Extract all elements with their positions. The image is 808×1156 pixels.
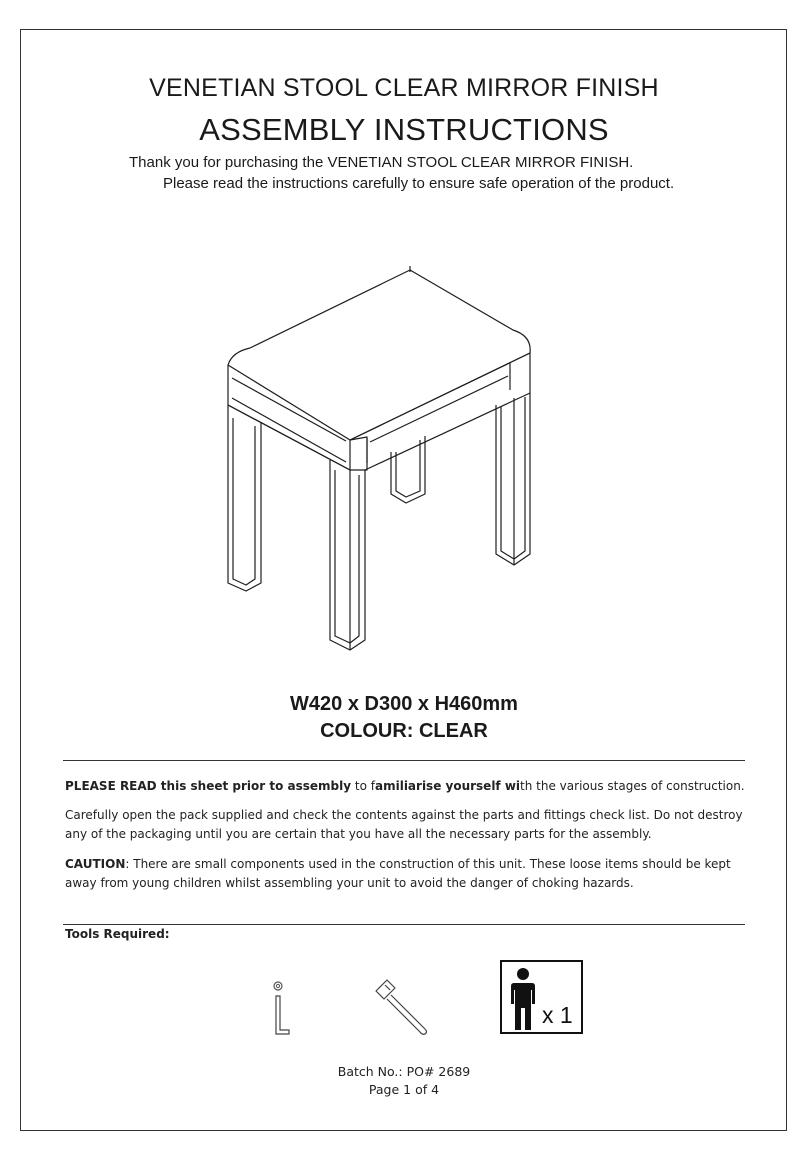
read-notice-bold: PLEASE READ this sheet prior to assembly	[65, 779, 352, 793]
page-number: Page 1 of 4	[368, 1082, 440, 1097]
colour: COLOUR: CLEAR	[320, 720, 488, 742]
person-count: x 1	[542, 1002, 573, 1028]
read-instructions-line: Please read the instructions carefully to ensure safe operation of the product.	[163, 175, 675, 192]
read-notice-bold-b: amiliarise yourself wi	[374, 779, 521, 793]
dimensions: W420 x D300 x H460mm	[290, 693, 518, 715]
caution-notice	[65, 855, 745, 893]
divider	[63, 760, 745, 761]
document-title: ASSEMBLY INSTRUCTIONS	[199, 112, 609, 147]
thanks-line: Thank you for purchasing the VENETIAN STOOL CLEAR MIRROR FINISH.	[129, 154, 634, 171]
person-icon	[508, 966, 538, 1032]
product-title: VENETIAN STOOL CLEAR MIRROR FINISH	[149, 74, 659, 102]
read-notice	[65, 777, 745, 796]
person-count-box	[500, 960, 583, 1034]
caution-label: CAUTION	[65, 857, 126, 871]
hammer-icon	[370, 974, 436, 1036]
caution-text: : There are small components used in the construction of this unit. These loose items should be kept away from young children whilst assembling your unit to avoid the danger of choking hazards.	[65, 857, 731, 890]
allen-key-icon	[265, 978, 295, 1040]
read-notice-text-c: th the various stages of construction.	[520, 779, 745, 793]
tools-required-label: Tools Required:	[65, 927, 170, 941]
read-notice-text-a: to f	[351, 779, 375, 793]
unpack-notice: Carefully open the pack supplied and check the contents against the parts and fittings check list. Do not destroy any of the packaging until you are certain that you have all the necessary parts for the assembly.	[65, 808, 743, 841]
batch-number: Batch No.: PO# 2689	[337, 1064, 471, 1079]
